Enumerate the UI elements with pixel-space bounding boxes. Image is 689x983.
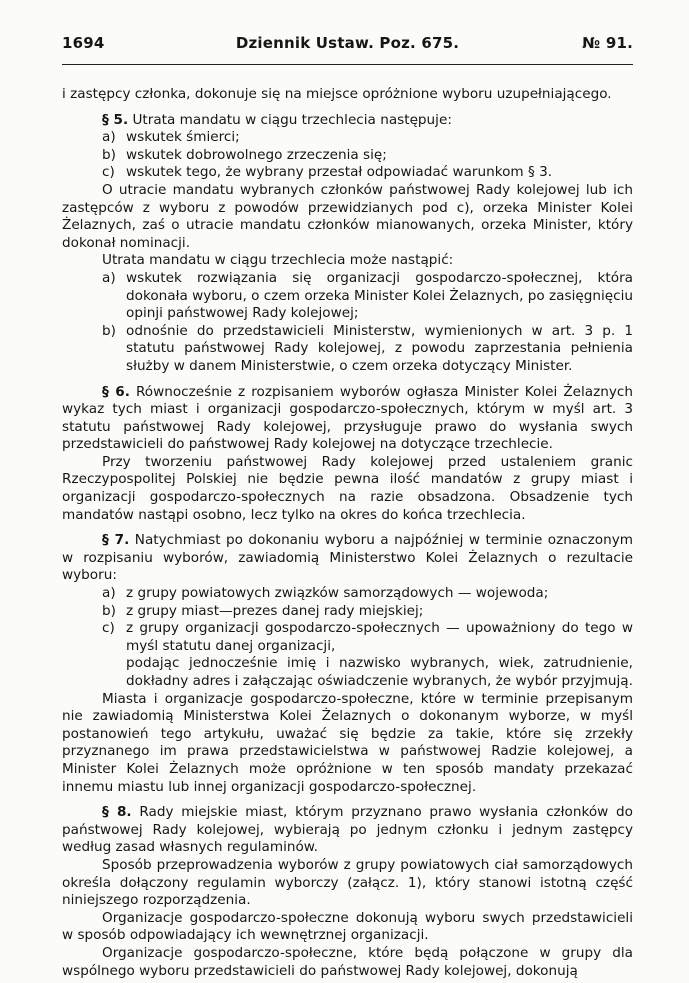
list-item [62,164,633,182]
section-8-paragraph-4: Organizacje gospodarczo-społeczne, które będą połączone w grupy dla wspólnego wyboru przedstawicieli do państwowej Rady kolejowej, dokonują [62,944,633,979]
section-8-paragraph-2: Sposób przeprowadzenia wyborów z grupy powiatowych ciał samorządowych określa dołączony regulamin wyborczy (załącz. 1), który stanowi istotną część niniejszego rozporządzenia. [62,856,633,909]
list-item-text: z grupy powiatowych związków samorządowych — wojewoda; [126,585,549,602]
list-item-label: b) [102,322,116,339]
list-item-text: wskutek rozwiązania się organizacji gospodarczo-społecznej, która dokonała wyboru, o czem orzeka Minister Kolei Żelaznych, po zasięgnięciu opinji państwowej Rady kolejowej; [126,269,633,322]
section-8-paragraph-3: Organizacje gospodarczo-społeczne dokonują wyboru swych przedstawicieli w sposób odpowiadający ich wewnętrznej organizacji. [62,909,633,944]
issue-number: № 91. [582,34,633,52]
list-item-text: z grupy miast—prezes danej rady miejskiej; [126,602,424,619]
list-item [62,603,633,621]
section-7-paragraph [62,532,633,585]
section-8-number: § 8. [102,804,132,821]
section-7-text: Natychmiast po dokonaniu wyboru a najpóźniej w terminie oznaczonym w rozpisaniu wyborów, zawiadomią Ministerstwo Kolei Żelaznych o rezultacie wyboru: [62,532,634,584]
list-item-label: a) [102,129,116,146]
section-5-lead-text: Utrata mandatu w ciągu trzechlecia następuje: [132,111,452,128]
list-item-text: wskutek dobrowolnego zrzeczenia się; [126,146,387,163]
section-6-paragraph-2: Przy tworzeniu państwowej Rady kolejowej przed ustaleniem granic Rzeczypospolitej Polskiej nie będzie pewna ilość mandatów z grupy miast i organizacji gospodarczo-społecznych na razie obsadzona. Obsadzenie tych mandatów nastąpi osobno, lecz tylko na okres do końca trzechlecia. [62,453,633,523]
list-item [62,129,633,147]
list-item [62,620,633,690]
section-7-number: § 7. [102,532,130,549]
list-item-label: c) [102,620,115,637]
journal-title: Dziennik Ustaw. Poz. 675. [235,34,460,52]
intro-paragraph: i zastępcy członka, dokonuje się na miejsce opróżnione wyboru uzupełniającego. [62,86,612,102]
section-5-paragraph-2: O utracie mandatu wybranych członków państwowej Rady kolejowej lub ich zastępców z wyboru z powodów przewidzianych pod c), orzeka Minister Kolei Żelaznych, zaś o utracie mandatu członków mianowanych, orzeka Minister, który dokonał nominacji. [62,181,633,251]
section-6-text: Równocześnie z rozpisaniem wyborów ogłasza Minister Kolei Żelaznych wykaz tych miast i organizacji gospodarczo-społecznych, którym w myśl art. 3 statutu państwowej Rady kolejowej, przysługuje prawo do wysłania swych przedstawicieli do państwowej Rady kolejowej na dotyczące trzechlecie. [62,383,633,453]
header-rule [62,64,633,65]
list-item-text: wskutek tego, że wybrany przestał odpowiadać warunkom § 3. [126,164,553,181]
page-header [62,34,633,58]
section-8-text: Rady miejskie miast, którym przyznano prawo wysłania członków do państwowej Rady kolejowej, wybierają po jednym członku i jednym zastępcy według zasad własnych regulaminów. [62,804,633,856]
list-item-text: wskutek śmierci; [126,129,240,146]
list-item-label: a) [102,269,116,286]
section-8-paragraph [62,804,633,857]
section-6-number: § 6. [102,383,130,400]
list-item-text: z grupy organizacji gospodarczo-społecznych — upoważniony do tego w myśl statutu danej organizacji, [126,620,633,654]
list-item-continuation: podając jednocześnie imię i nazwisko wybranych, wiek, zatrudnienie, dokładny adres i załączając oświadczenie wybranych, że wybór przyjmują. [126,655,633,689]
list-item [62,270,633,323]
section-7-paragraph-2: Miasta i organizacje gospodarczo-społeczne, które w terminie przepisanym nie zawiadomią Ministerstwa Kolei Żelaznych o dokonanym wyborze, w myśl postanowień tego artykułu, uważać się będzie za takie, które się zrzekły przyznanego im prawa przedstawicielstwa w państwowej Radzie kolejowej, a Minister Kolei Żelaznych może opróżnione w ten sposób mandaty przekazać innemu miastu lub innej organizacji gospodarczo-społecznej. [62,690,633,795]
page-number: 1694 [62,34,105,52]
section-5-number: § 5. [102,111,129,128]
list-item-text-group [126,620,633,690]
list-item-label: b) [102,602,116,619]
section-6-paragraph [62,384,633,454]
list-item [62,147,633,165]
list-item-label: c) [102,164,115,181]
list-item [62,323,633,376]
list-item-text: odnośnie do przedstawicieli Ministerstw, wymienionych w art. 3 p. 1 statutu państwowej Rady kolejowej, z powodu zaprzestania pełnienia służby w danem Ministerstwie, o czem orzeka dotyczący Minister. [126,322,633,374]
document-body [62,86,633,980]
section-5-paragraph-3: Utrata mandatu w ciągu trzechlecia może nastąpić: [102,252,454,269]
list-item [62,585,633,603]
list-item-label: a) [102,585,116,602]
list-item-label: b) [102,146,116,163]
section-5-lead [62,112,633,130]
